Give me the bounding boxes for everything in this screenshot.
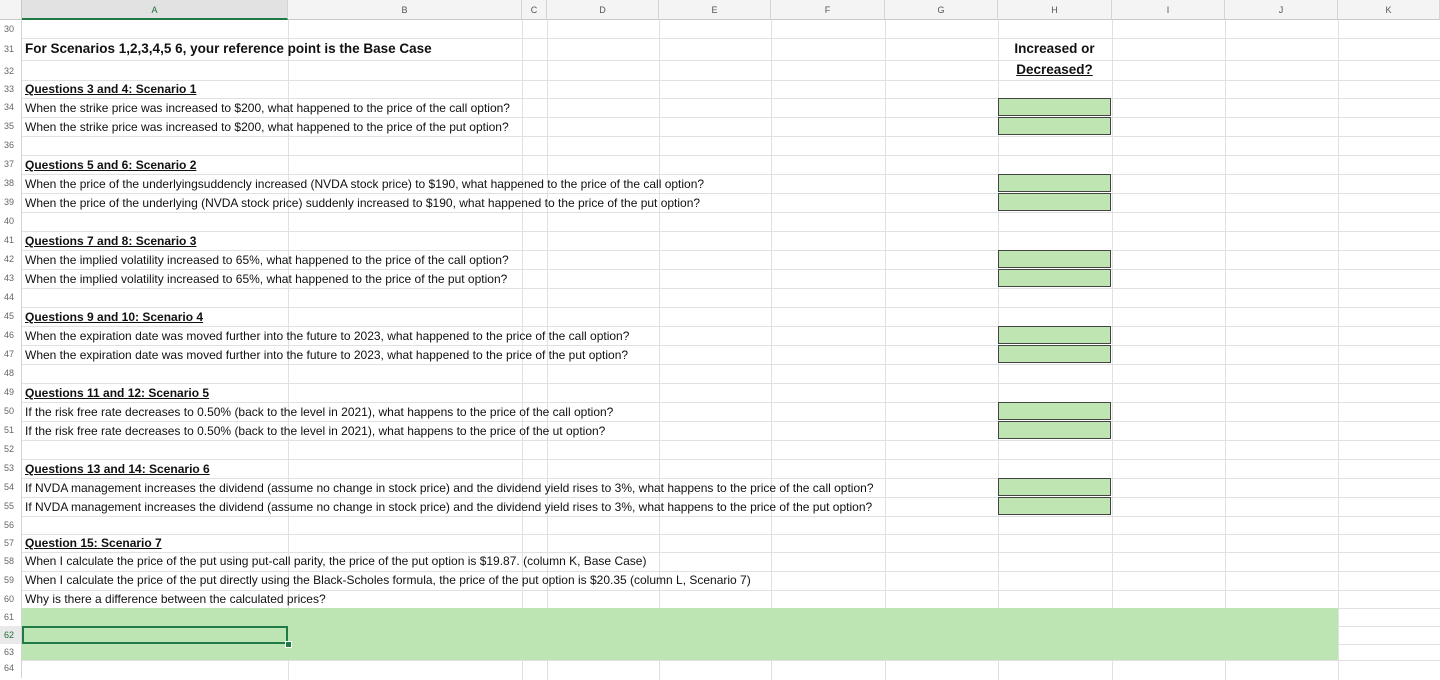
- grid-line: [22, 80, 1440, 81]
- question-9: When the expiration date was moved further into the future to 2023, what happened to the price of the call option?: [25, 329, 630, 343]
- question-12: If the risk free rate decreases to 0.50% (back to the level in 2021), what happens to the price of the ut option?: [25, 424, 606, 438]
- scenario-7-heading: Question 15: Scenario 7: [25, 536, 162, 550]
- select-all-corner[interactable]: [0, 0, 22, 20]
- answer-cell-q11[interactable]: [998, 402, 1111, 420]
- row-header[interactable]: 58: [0, 552, 22, 571]
- answer-cell-q6[interactable]: [998, 193, 1111, 211]
- row-header[interactable]: 38: [0, 174, 22, 193]
- answer-cell-q13[interactable]: [998, 478, 1111, 496]
- row-header[interactable]: 37: [0, 155, 22, 174]
- row-header[interactable]: 39: [0, 193, 22, 212]
- row-header[interactable]: 33: [0, 80, 22, 98]
- answer-cell-q3[interactable]: [998, 98, 1111, 116]
- row-header[interactable]: 43: [0, 269, 22, 288]
- answer-cell-q14[interactable]: [998, 497, 1111, 515]
- grid-line: [22, 516, 1440, 517]
- row-header[interactable]: 45: [0, 307, 22, 326]
- question-10: When the expiration date was moved further into the future to 2023, what happened to the price of the put option?: [25, 348, 629, 362]
- row-header[interactable]: 32: [0, 60, 22, 80]
- grid-line: [22, 497, 1440, 498]
- row-header[interactable]: 44: [0, 288, 22, 307]
- question-3: When the strike price was increased to $200, what happened to the price of the call option?: [25, 101, 510, 115]
- grid-line: [22, 402, 1440, 403]
- row-header[interactable]: 49: [0, 383, 22, 402]
- grid-line: [22, 345, 1440, 346]
- grid-line: [885, 20, 886, 680]
- row-header[interactable]: 46: [0, 326, 22, 345]
- question-15-line-2: When I calculate the price of the put directly using the Black-Scholes formula, the price of the put option is $20.35 (column L, Scenario 7): [25, 573, 751, 587]
- column-header-g[interactable]: G: [885, 0, 998, 20]
- active-cell-a62[interactable]: [22, 626, 288, 644]
- answer-cell-q4[interactable]: [998, 117, 1111, 135]
- question-11: If the risk free rate decreases to 0.50% (back to the level in 2021), what happens to the price of the call option?: [25, 405, 614, 419]
- column-header-k[interactable]: K: [1338, 0, 1440, 20]
- row-header[interactable]: 40: [0, 212, 22, 231]
- question-15-line-1: When I calculate the price of the put using put-call parity, the price of the put option is $19.87. (column K, Base Case): [25, 554, 647, 568]
- column-header-d[interactable]: D: [547, 0, 659, 20]
- grid-line: [22, 136, 1440, 137]
- question-8: When the implied volatility increased to 65%, what happened to the price of the put option?: [25, 272, 508, 286]
- question-13: If NVDA management increases the dividend (assume no change in stock price) and the dividend yield rises to 3%, what happens to the price of the call option?: [25, 481, 874, 495]
- row-header[interactable]: 41: [0, 231, 22, 250]
- grid-line: [1225, 20, 1226, 680]
- grid-line: [22, 98, 1440, 99]
- row-header[interactable]: 57: [0, 534, 22, 552]
- row-header[interactable]: 63: [0, 644, 22, 660]
- grid-line: [22, 660, 1440, 661]
- question-15-prompt: Why is there a difference between the calculated prices?: [25, 592, 326, 606]
- scenario-4-heading: Questions 9 and 10: Scenario 4: [25, 310, 204, 324]
- grid-line: [1112, 20, 1113, 680]
- column-header-h[interactable]: H: [998, 0, 1112, 20]
- grid-line: [22, 552, 1440, 553]
- grid-line: [22, 60, 1440, 61]
- question-4: When the strike price was increased to $200, what happened to the price of the put option?: [25, 120, 509, 134]
- grid-line: [22, 478, 1440, 479]
- row-header[interactable]: 52: [0, 440, 22, 459]
- grid-line: [22, 155, 1440, 156]
- row-header[interactable]: 59: [0, 571, 22, 590]
- row-header[interactable]: 54: [0, 478, 22, 497]
- grid-line: [22, 534, 1440, 535]
- column-header-j[interactable]: J: [1225, 0, 1338, 20]
- row-header[interactable]: 47: [0, 345, 22, 364]
- scenario-2-heading: Questions 5 and 6: Scenario 2: [25, 158, 197, 172]
- question-7: When the implied volatility increased to 65%, what happened to the price of the call option?: [25, 253, 509, 267]
- column-header-a[interactable]: A: [22, 0, 288, 20]
- answer-column-header-line1: Increased or: [1014, 41, 1095, 56]
- reference-point-title: For Scenarios 1,2,3,4,5 6, your reference point is the Base Case: [25, 41, 432, 56]
- question-6: When the price of the underlying (NVDA stock price) suddenly increased to $190, what happened to the price of the put option?: [25, 196, 701, 210]
- scenario-5-heading: Questions 11 and 12: Scenario 5: [25, 386, 210, 400]
- grid-line: [771, 20, 772, 680]
- grid-line: [22, 459, 1440, 460]
- row-header[interactable]: 48: [0, 364, 22, 383]
- column-header-b[interactable]: B: [288, 0, 522, 20]
- grid-line: [1338, 20, 1339, 680]
- answer-cell-q9[interactable]: [998, 326, 1111, 344]
- column-header-e[interactable]: E: [659, 0, 771, 20]
- row-header[interactable]: 30: [0, 20, 22, 38]
- grid-line: [22, 231, 1440, 232]
- column-header-f[interactable]: F: [771, 0, 885, 20]
- answer-cell-q8[interactable]: [998, 269, 1111, 287]
- row-header[interactable]: 56: [0, 516, 22, 534]
- grid-line: [22, 590, 1440, 591]
- grid-line: [22, 38, 1440, 39]
- row-header[interactable]: 34: [0, 98, 22, 117]
- fill-handle[interactable]: [285, 641, 292, 648]
- grid-line: [22, 212, 1440, 213]
- answer-cell-q10[interactable]: [998, 345, 1111, 363]
- scenario-3-heading: Questions 7 and 8: Scenario 3: [25, 234, 197, 248]
- grid-line: [22, 250, 1440, 251]
- grid-line: [22, 383, 1440, 384]
- grid-line: [22, 307, 1440, 308]
- grid-line: [22, 174, 1440, 175]
- answer-column-header-line2: Decreased?: [1016, 62, 1093, 77]
- column-header-i[interactable]: I: [1112, 0, 1225, 20]
- row-header[interactable]: 35: [0, 117, 22, 136]
- row-header[interactable]: 60: [0, 590, 22, 608]
- grid-line: [22, 326, 1440, 327]
- grid-line: [22, 117, 1440, 118]
- scenario-6-heading: Questions 13 and 14: Scenario 6: [25, 462, 210, 476]
- grid-line: [22, 440, 1440, 441]
- question-5: When the price of the underlyingsuddencly increased (NVDA stock price) to $190, what happened to the price of the call option?: [25, 177, 705, 191]
- row-header[interactable]: 61: [0, 608, 22, 626]
- row-header[interactable]: 53: [0, 459, 22, 478]
- row-header[interactable]: 51: [0, 421, 22, 440]
- grid-line: [22, 288, 1440, 289]
- scenario-1-heading: Questions 3 and 4: Scenario 1: [25, 82, 197, 96]
- grid-line: [22, 364, 1440, 365]
- row-header[interactable]: 36: [0, 136, 22, 155]
- answer-cell-q5[interactable]: [998, 174, 1111, 192]
- row-header[interactable]: 64: [0, 660, 22, 678]
- grid-line: [22, 421, 1440, 422]
- column-header-c[interactable]: C: [522, 0, 547, 20]
- answer-cell-q7[interactable]: [998, 250, 1111, 268]
- row-header[interactable]: 31: [0, 38, 22, 60]
- row-header[interactable]: 42: [0, 250, 22, 269]
- row-header[interactable]: 55: [0, 497, 22, 516]
- row-header-selected[interactable]: 62: [0, 626, 22, 644]
- grid-line: [22, 193, 1440, 194]
- question-14: If NVDA management increases the dividend (assume no change in stock price) and the dividend yield rises to 3%, what happens to the price of the put option?: [25, 500, 873, 514]
- grid-line: [22, 571, 1440, 572]
- row-header[interactable]: 50: [0, 402, 22, 421]
- grid-line: [22, 269, 1440, 270]
- answer-cell-q12[interactable]: [998, 421, 1111, 439]
